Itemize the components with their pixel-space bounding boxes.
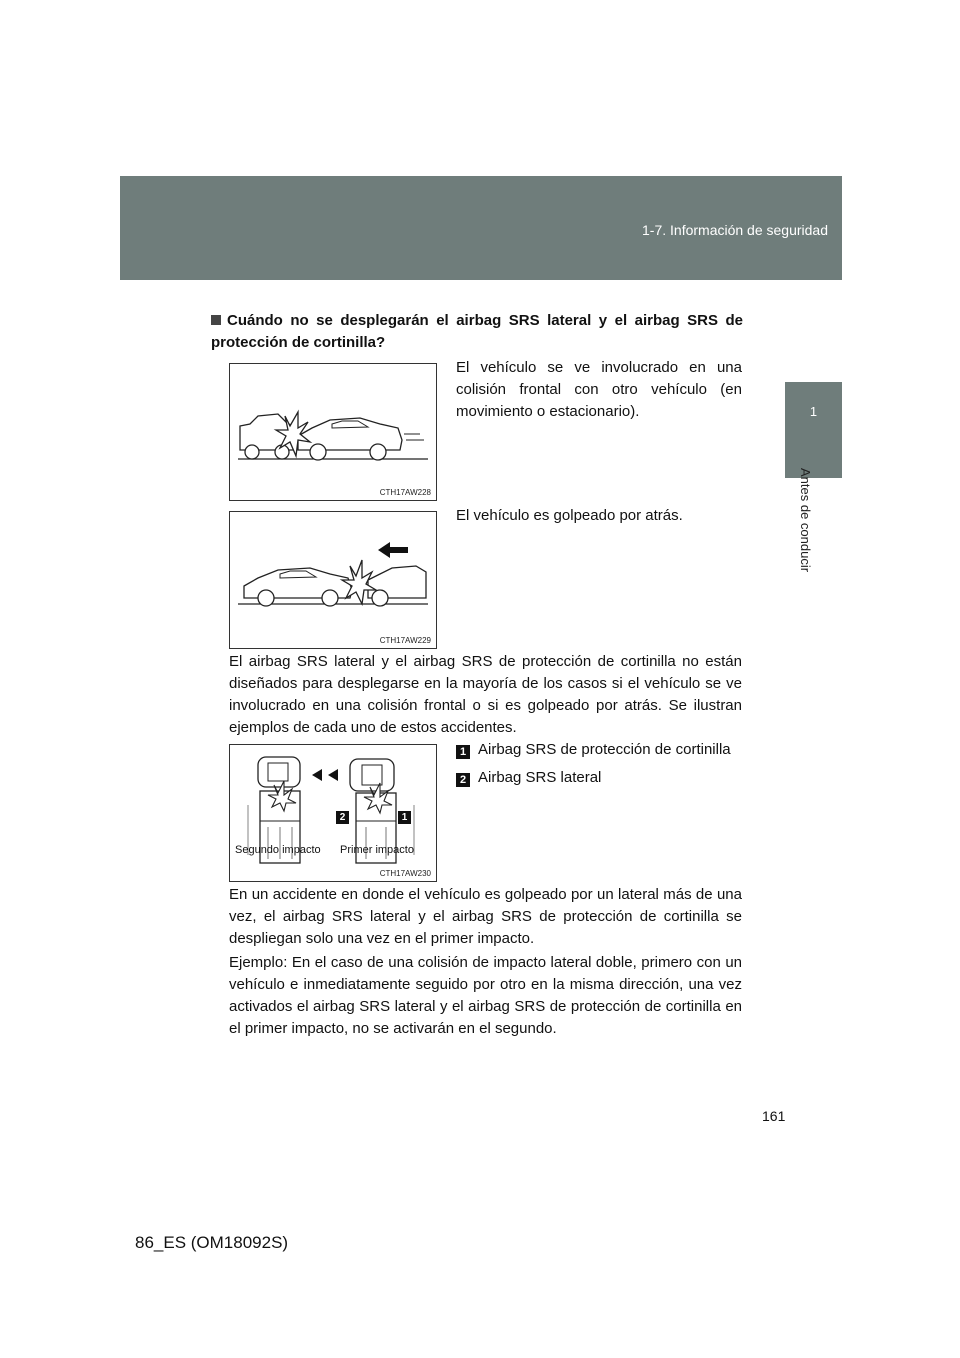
figure-code: CTH17AW229 [379, 636, 431, 645]
legend-number-1: 1 [456, 745, 470, 759]
chapter-number: 1 [809, 404, 818, 419]
badge-side-airbag: 2 [336, 811, 349, 824]
figure-1-caption: El vehículo se ve involucrado en una colisión frontal con otro vehículo (en movimiento o estacionario). [456, 359, 742, 420]
figure-side-impact [229, 744, 437, 882]
paragraph-3: Ejemplo: En el caso de una colisión de impacto lateral doble, primero con un vehículo e inmediatamente seguido por otro en la misma dirección, una vez activados el airbag SRS lateral y el airbag SRS de protección de cortinilla en el primer impacto, no se activarán en el segundo. [229, 954, 742, 1037]
section-heading [211, 310, 743, 354]
legend-text-2: Airbag SRS lateral [478, 769, 602, 786]
page-number: 161 [762, 1108, 786, 1124]
section-header-band [120, 176, 842, 280]
paragraph-1: El airbag SRS lateral y el airbag SRS de protección de cortinilla no están diseñados para desplegarse en la mayoría de los casos si el vehículo se ve involucrado en una colisión frontal o si es golpeado por atrás. Se ilustran ejemplos de cada uno de estos accidentes. [229, 653, 742, 736]
manual-code: 86_ES (OM18092S) [135, 1233, 289, 1252]
figure-frontal-collision [229, 363, 437, 501]
heading-bullet-icon [211, 315, 221, 325]
rear-collision-illustration [230, 512, 436, 648]
figure-code: CTH17AW228 [379, 488, 431, 497]
figure-2-caption: El vehículo es golpeado por atrás. [456, 507, 683, 524]
legend-number-2: 2 [456, 773, 470, 787]
badge-curtain-airbag: 1 [398, 811, 411, 824]
frontal-collision-illustration [230, 364, 436, 500]
paragraph-2: En un accidente en donde el vehículo es golpeado por un lateral más de una vez, el airbag SRS lateral y el airbag SRS de protección de cortinilla se despliegan solo una vez en el primer impacto. [229, 886, 742, 947]
section-title: 1-7. Información de seguridad [642, 222, 828, 238]
figure-code: CTH17AW230 [379, 869, 431, 878]
figure-rear-collision [229, 511, 437, 649]
heading-text: Cuándo no se desplegarán el airbag SRS lateral y el airbag SRS de protección de cortinilla? [211, 312, 743, 351]
label-second-impact: Segundo impacto [235, 844, 321, 856]
chapter-tab [785, 382, 842, 478]
legend-item-1 [456, 740, 731, 760]
label-first-impact: Primer impacto [340, 844, 414, 856]
legend-item-2 [456, 768, 601, 788]
legend-text-1: Airbag SRS de protección de cortinilla [478, 741, 731, 758]
chapter-title: Antes de conducir [798, 468, 813, 573]
